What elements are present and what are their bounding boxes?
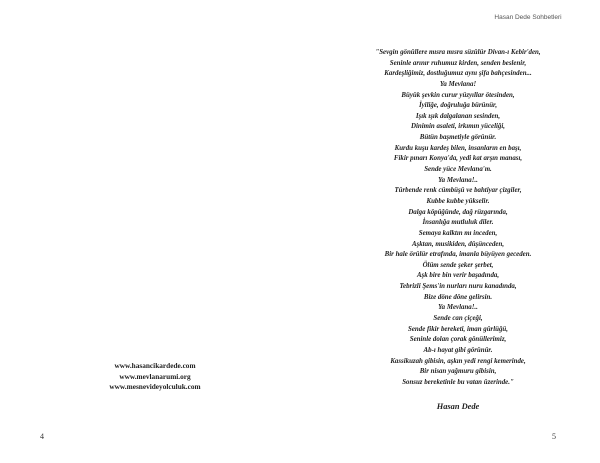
website-link[interactable]: www.mesnevideyolculuk.com bbox=[109, 382, 201, 392]
poem-line: Kardeşliğimiz, dostluğumuz aynı şifa bahçesinden... bbox=[384, 70, 532, 78]
poem-line: Ab-ı hayat gibi görünür. bbox=[423, 346, 493, 354]
website-link[interactable]: www.mevlanarumi.org bbox=[119, 371, 191, 381]
poem-line: Seninle arınır ruhumuz kirden, senden beslenir, bbox=[389, 59, 527, 67]
poem-line: Sende can çiçeği, bbox=[433, 315, 483, 323]
poem-line: Kubbe kubbe yükselir. bbox=[426, 197, 490, 205]
poem-line: Ya Mevlana!.. bbox=[438, 176, 478, 184]
running-header: Hasan Dede Sohbetleri bbox=[494, 14, 562, 21]
right-page bbox=[300, 0, 600, 463]
poem-line: Işık ışık dalgalanan sesinden, bbox=[415, 112, 501, 120]
page-number-left: 4 bbox=[40, 432, 44, 441]
poem-line: Semaya kalktın mı inceden, bbox=[418, 229, 498, 237]
poem-line: Ya Mevlana!.. bbox=[438, 304, 478, 312]
poem-line: Bize döne döne gelirsin. bbox=[423, 293, 493, 301]
poem-line: "Sevgin gönüllere mısra mısra süzülür Divan-ı Kebir'den, bbox=[375, 49, 541, 56]
poem-line: Dalga köpüğünde, dağ rüzgarında, bbox=[408, 208, 508, 216]
poem-line: Kurdu kuşu kardeş bilen, insanların en başı, bbox=[394, 144, 522, 152]
poem-line: Sende fikir bereketi, iman gürlüğü, bbox=[408, 325, 508, 333]
poem bbox=[330, 48, 586, 389]
poem-line: Ölüm sende şeker şerbet, bbox=[422, 261, 494, 269]
poem-line: Aşktan, musikiden, düşünceden, bbox=[411, 240, 505, 248]
poem-line: Ya Mevlana! bbox=[439, 80, 477, 88]
poem-line: Tebrizli Şems'in nurları nuru kanadında, bbox=[399, 283, 517, 291]
page-number-right: 5 bbox=[552, 432, 556, 441]
poem-line: Sende yüce Mevlana'm. bbox=[424, 166, 492, 174]
poem-line: İnsanlığa mutluluk diler. bbox=[422, 219, 494, 227]
poem-line: Aşk bire bin verir başadında, bbox=[416, 272, 500, 280]
poem-line: Dinimin asaleti, irkımın yüceliği, bbox=[411, 123, 505, 131]
poem-line: Seninle dolan çorak gönüllerimiz, bbox=[409, 336, 507, 344]
website-links bbox=[90, 361, 220, 393]
poem-line: Fikir pınarı Konya'da, yedi kat arşın manası, bbox=[393, 155, 523, 163]
poem-line: Bütün başmetiyle görünür. bbox=[419, 134, 497, 142]
poem-line: Kassikuzah gibisin, aşkın yedi rengi kemerinde, bbox=[390, 357, 526, 365]
poem-line: Bir nisan yağmuru gibisin, bbox=[419, 368, 497, 376]
website-link[interactable]: www.hasancikardede.com bbox=[114, 361, 196, 370]
poem-line: Bir hale örülür etrafında, imanla büyüyen geceden. bbox=[384, 251, 532, 259]
poem-line: Sonsuz bereketinle bu vatan üzerinde." bbox=[402, 378, 514, 386]
poem-line: Büyük şevkin curur yüzyıllar ötesinden, bbox=[401, 91, 515, 99]
poem-line: Türbende renk cümbüşü ve bahtiyar çizgiler, bbox=[394, 187, 522, 195]
author-signature: Hasan Dede bbox=[436, 402, 480, 411]
poem-line: İyiliğe, doğruluğa bürünür, bbox=[418, 102, 498, 110]
